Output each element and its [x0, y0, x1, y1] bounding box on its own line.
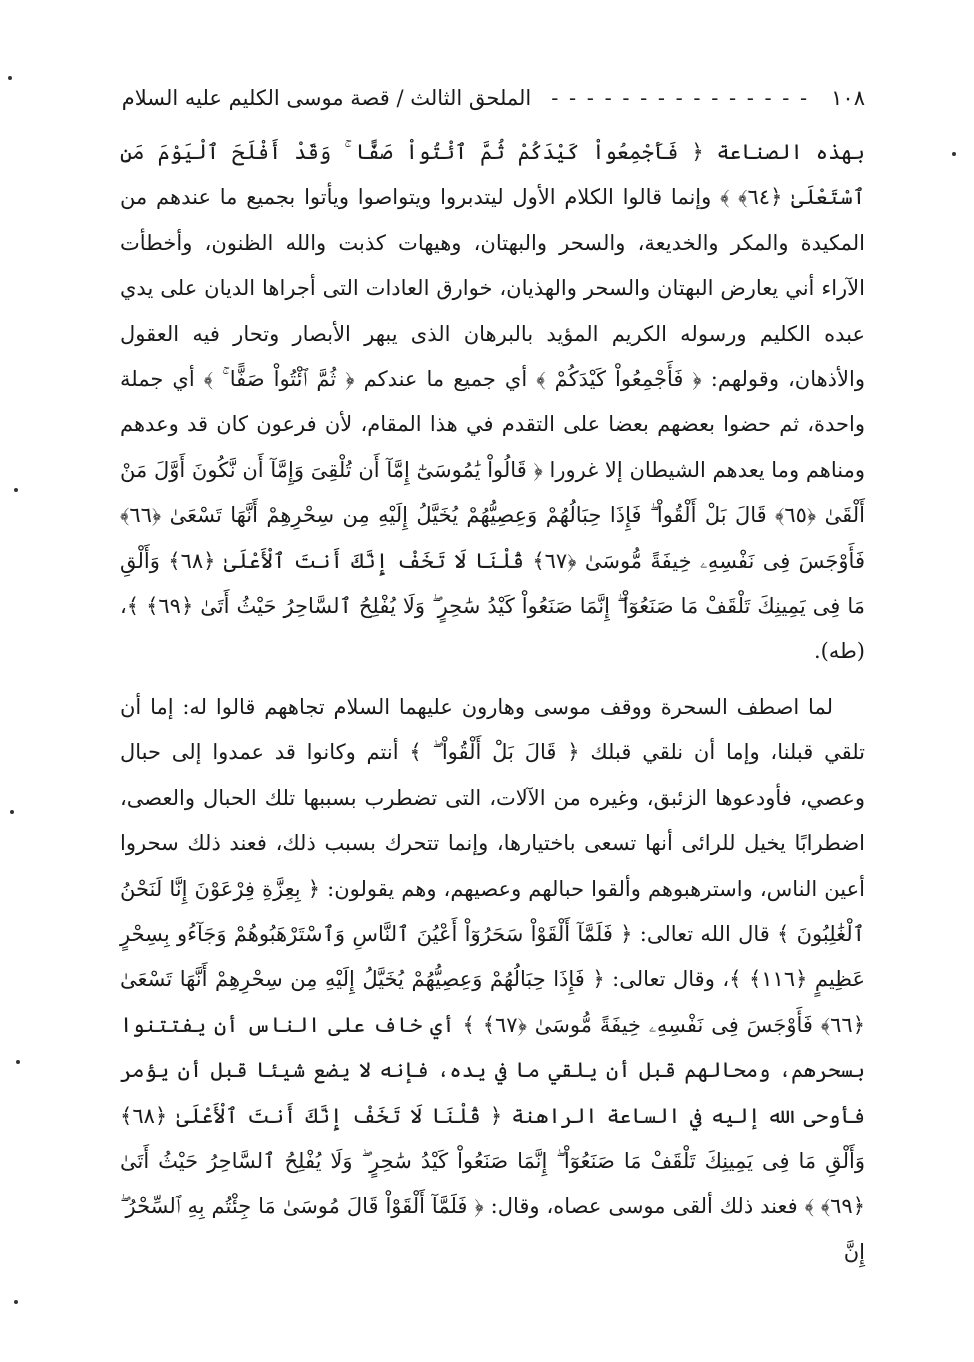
header-divider: - - - - - - - - - - - - - - -: [551, 86, 810, 110]
page-header: [120, 78, 865, 118]
scan-speck: [14, 1300, 18, 1304]
page-body: [120, 130, 865, 1275]
page-number: ١٠٨: [831, 86, 865, 110]
scan-speck: [16, 1060, 20, 1064]
scan-speck: [14, 488, 18, 492]
running-title: الملحق الثالث / قصة موسى الكليم عليه السلام: [121, 86, 532, 110]
scan-speck: [8, 76, 12, 80]
paragraph: لما اصطف السحرة ووقف موسى وهارون عليهما السلام تجاههم قالوا له: إما أن تلقي قبلنا، وإما أن نلقي قبلك ﴿ قَالَ بَلْ أَلْقُواْ ۖ ﴾ أنتم وكانوا قد عمدوا إلى حبال وعصي، فأودعوها الزئبق، وغيره من الآلات، التى تضطرب بسببها تلك الحبال والعصى، اضطرابًا يخيل للرائى أنها تسعى باختيارها، وإنما تتحرك بسبب ذلك، فعند ذلك سحروا أعين الناس، واسترهبوهم وألقوا حبالهم وعصيهم، وهم يقولون: ﴿ بِعِزَّةِ فِرْعَوْنَ إِنَّا لَنَحْنُ ٱلْغَٰلِبُونَ ﴾ قال الله تعالى: ﴿ فَلَمَّآ أَلْقَوْاْ سَحَرُوٓاْ أَعْيُنَ ٱلنَّاسِ وَٱسْتَرْهَبُوهُمْ وَجَآءُو بِسِحْرٍ عَظِيمٍ ﴿١١٦﴾ ﴾، وقال تعالى: ﴿ فَإِذَا حِبَالُهُمْ وَعِصِيُّهُمْ يُخَيَّلُ إِلَيْهِ مِن سِحْرِهِمْ أَنَّهَا تَسْعَىٰ ﴿٦٦﴾ فَأَوْجَسَ فِى نَفْسِهِۦ خِيفَةً مُّوسَىٰ ﴿٦٧﴾ ﴾ أي خاف على الناس أن يفتتنوا بسحرهم، ومحالهم قبل أن يلقي ما في يده، فإنه لا يضع شيئا قبل أن يؤمر فأوحى الله إليه في الساعة الراهنة ﴿ قُلْنَا لَا تَخَفْ إِنَّكَ أَنتَ ٱلْأَعْلَىٰ ﴿٦٨﴾ وَأَلْقِ مَا فِى يَمِينِكَ تَلْقَفْ مَا صَنَعُوٓاْ ۖ إِنَّمَا صَنَعُواْ كَيْدُ سَٰحِرٍ ۖ وَلَا يُفْلِحُ ٱلسَّاحِرُ حَيْثُ أَتَىٰ ﴿٦٩﴾ ﴾ فعند ذلك ألقى موسى عصاه، وقال: ﴿ فَلَمَّآ أَلْقَوْاْ قَالَ مُوسَىٰ مَا جِئْتُم بِهِ ٱلسِّحْرُ ۖ إِنَّ: [120, 694, 865, 1264]
scan-speck: [10, 810, 14, 814]
scan-speck: [952, 152, 956, 156]
paragraph: بهذه الصناعة ﴿ فَأَجْمِعُواْ كَيْدَكُمْ ثُمَّ ٱئْتُواْ صَفًّا ۚ وَقَدْ أَفْلَحَ ٱلْيَوْمَ مَنِ ٱسْتَعْلَىٰ ﴿٦٤﴾ ﴾ وإنما قالوا الكلام الأول ليتدبروا ويتواصوا ويأتوا بجميع ما عندهم من المكيدة والمكر والخديعة، والسحر والبهتان، وهيهات كذبت والله الظنون، وأخطأت الآراء أني يعارض البهتان والسحر والهذيان، خوارق العادات التى أجراها الديان على يدي عبده الكليم ورسوله الكريم المؤيد بالبرهان الذى يبهر الأبصار وتحار فيه العقول والأذهان، وقولهم: ﴿ فَأَجْمِعُواْ كَيْدَكُمْ ﴾ أي جميع ما عندكم ﴿ ثُمَّ ٱئْتُواْ صَفًّا ۚ ﴾ أي جملة واحدة، ثم حضوا بعضهم بعضا على التقدم في هذا المقام، لأن فرعون كان قد وعدهم ومناهم وما يعدهم الشيطان إلا غرورا ﴿ قَالُواْ يَٰمُوسَىٰٓ إِمَّآ أَن تُلْقِىَ وَإِمَّآ أَن نَّكُونَ أَوَّلَ مَنْ أَلْقَىٰ ﴿٦٥﴾ قَالَ بَلْ أَلْقُواْ ۖ فَإِذَا حِبَالُهُمْ وَعِصِيُّهُمْ يُخَيَّلُ إِلَيْهِ مِن سِحْرِهِمْ أَنَّهَا تَسْعَىٰ ﴿٦٦﴾ فَأَوْجَسَ فِى نَفْسِهِۦ خِيفَةً مُّوسَىٰ ﴿٦٧﴾ قُلْنَا لَا تَخَفْ إِنَّكَ أَنتَ ٱلْأَعْلَىٰ ﴿٦٨﴾ وَأَلْقِ مَا فِى يَمِينِكَ تَلْقَفْ مَا صَنَعُوٓاْ ۖ إِنَّمَا صَنَعُواْ كَيْدُ سَٰحِرٍ ۖ وَلَا يُفْلِحُ ٱلسَّاحِرُ حَيْثُ أَتَىٰ ﴿٦٩﴾ ﴾، (طه).: [120, 140, 865, 664]
